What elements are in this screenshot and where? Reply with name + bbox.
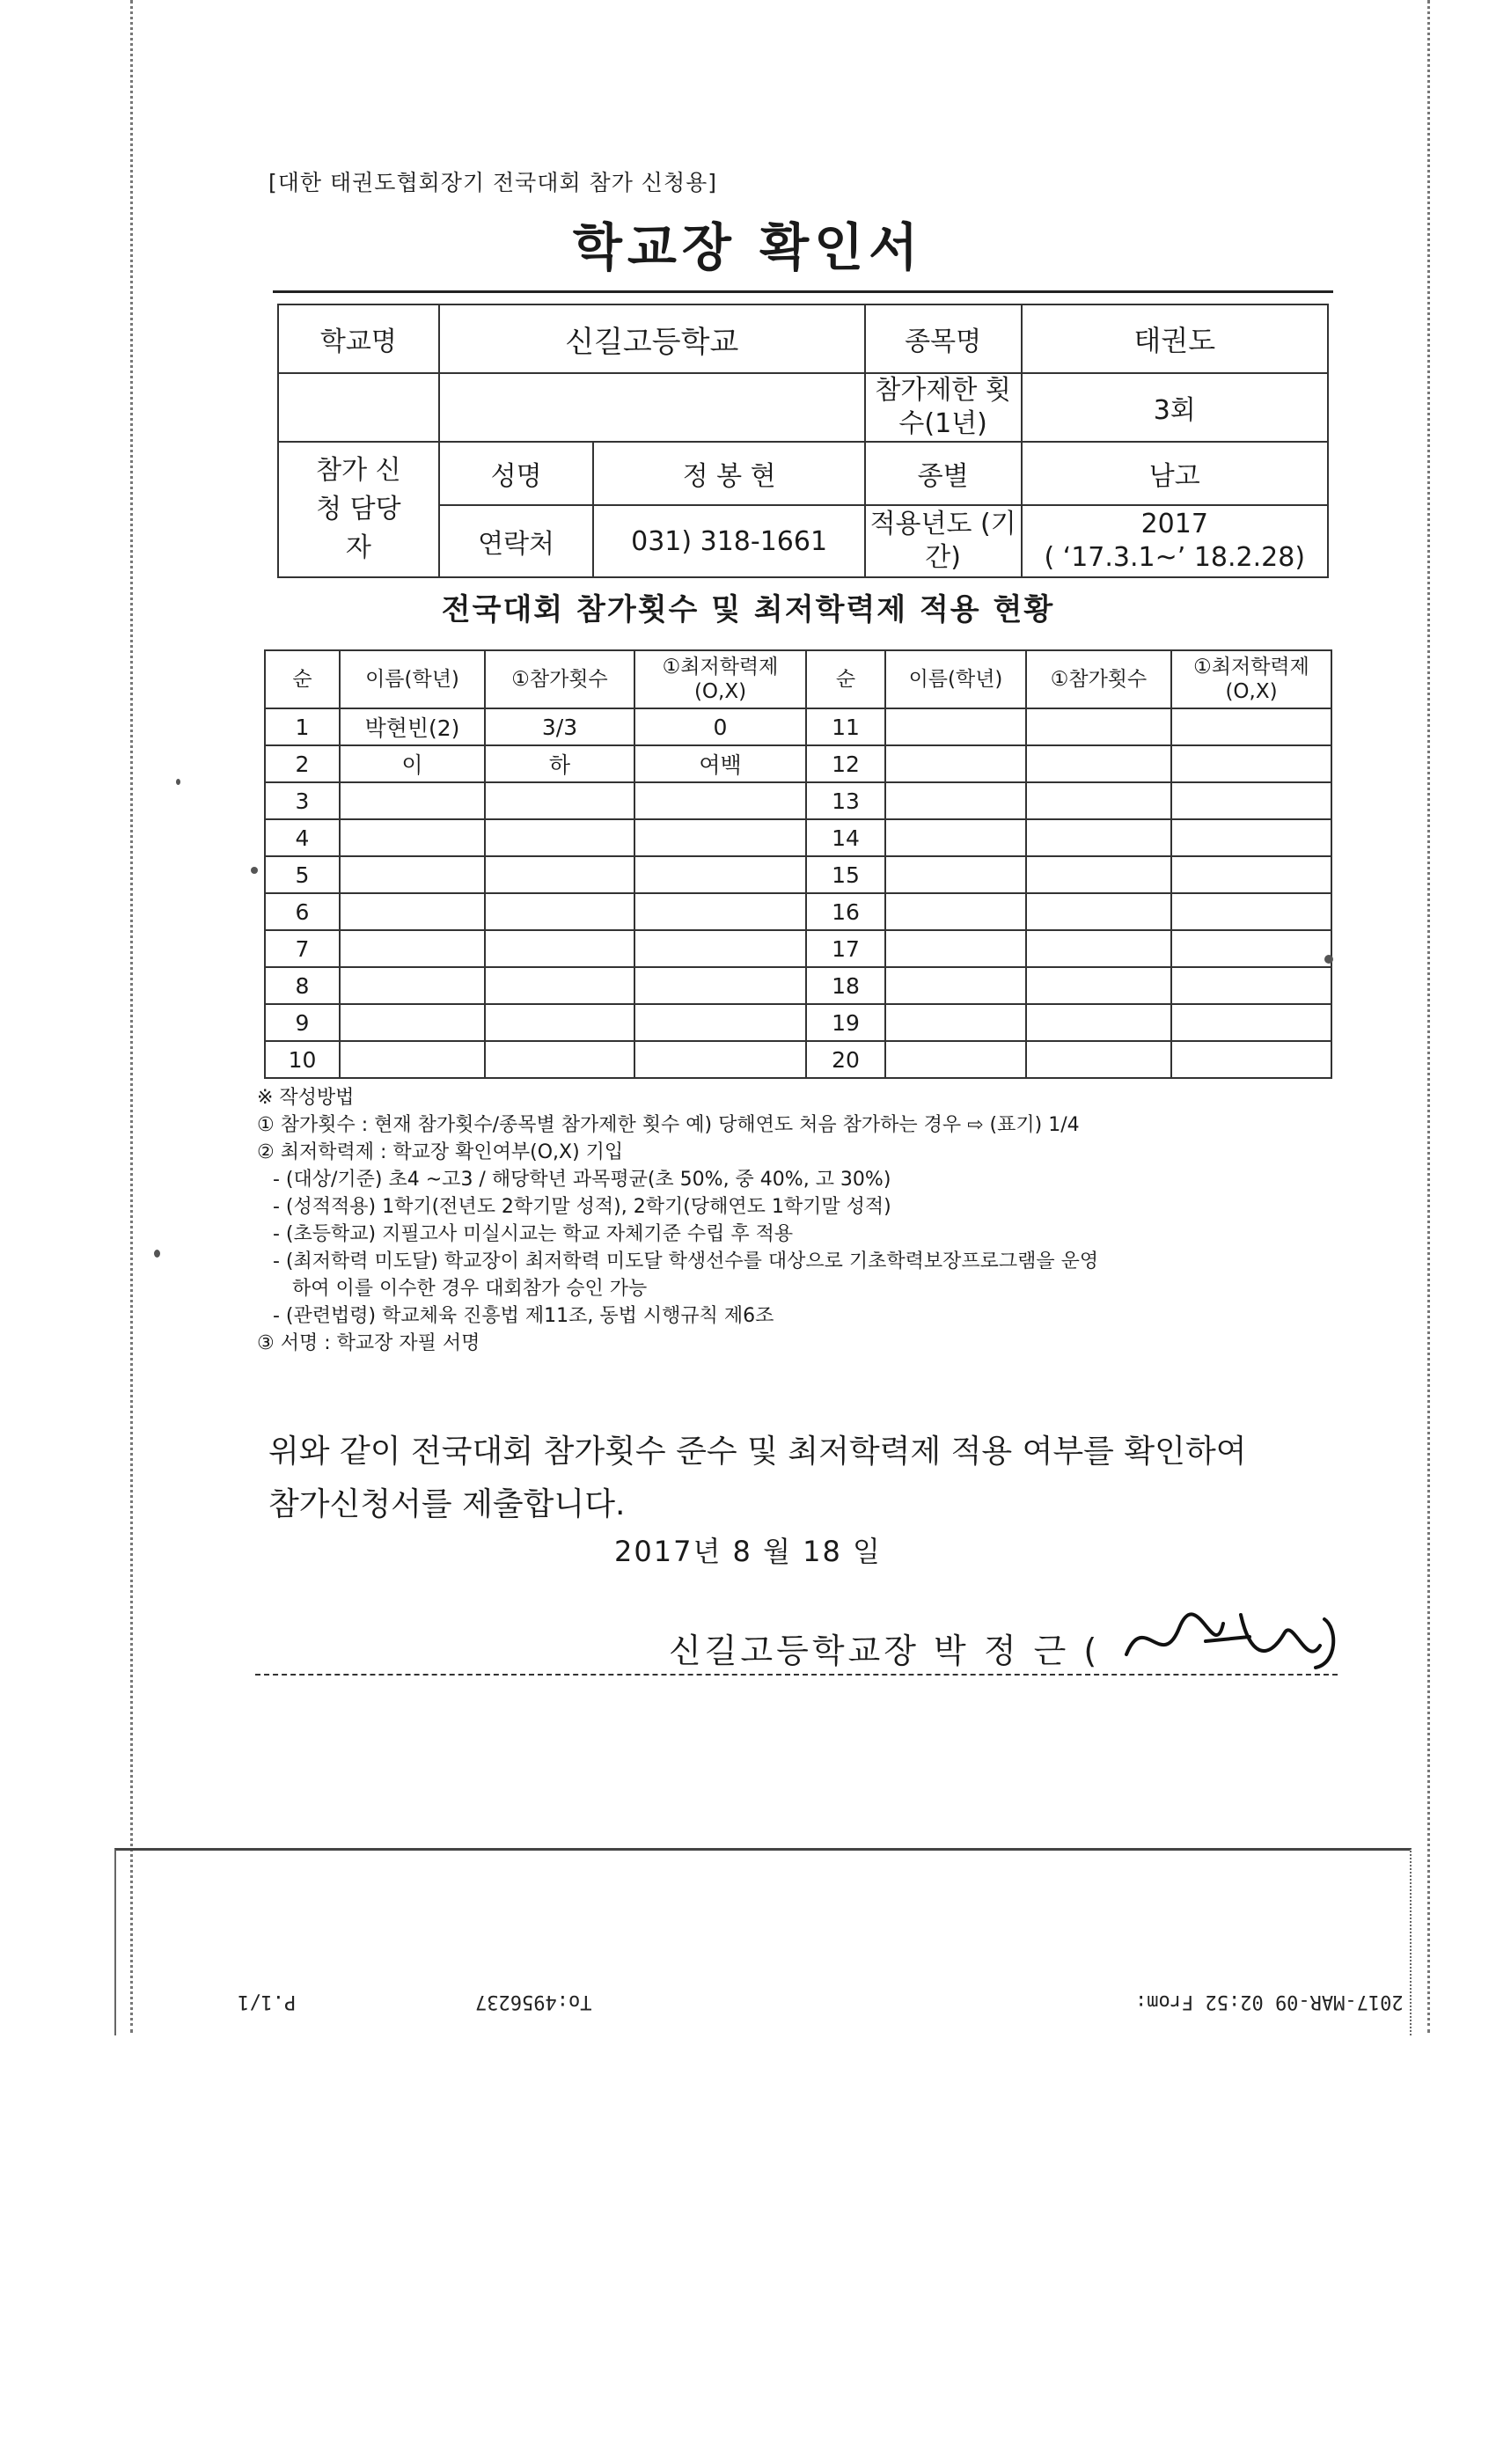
principal-signature-line — [669, 1624, 1100, 1672]
status-cell — [340, 856, 485, 893]
status-header-row — [265, 650, 1331, 708]
status-header-cell: ①최저학력제 (O,X) — [1171, 650, 1331, 708]
status-cell — [1026, 782, 1171, 819]
school-label-cont — [278, 373, 439, 442]
status-row — [265, 1041, 1331, 1078]
status-cell — [885, 819, 1026, 856]
fax-page-number: P.1/1 — [238, 1991, 297, 2013]
confirmation-statement — [268, 1426, 1342, 1531]
status-cell: 15 — [806, 856, 885, 893]
status-cell: 18 — [806, 967, 885, 1004]
status-cell: 14 — [806, 819, 885, 856]
principal-name: 신길고등학교장 박 정 근 ( — [669, 1632, 1101, 1670]
status-cell — [1171, 930, 1331, 967]
fax-to-number: To:4956237 — [475, 1991, 592, 2013]
scan-speck — [251, 867, 258, 874]
status-header-cell: ①참가횟수 — [1026, 650, 1171, 708]
form-subtitle: [대한 태권도협회장기 전국대회 참가 신청용] — [268, 170, 717, 195]
instructions-heading: ※ 작성방법 — [257, 1087, 355, 1109]
handwritten-signature — [1118, 1602, 1346, 1681]
status-cell — [634, 967, 806, 1004]
participation-status-table — [264, 649, 1332, 1079]
status-row — [265, 967, 1331, 1004]
status-header-cell: ①참가횟수 — [485, 650, 634, 708]
instruction-line: - (관련법령) 학교체육 진흥법 제11조, 동법 시행규칙 제6조 — [273, 1305, 774, 1327]
school-label: 학교명 — [278, 304, 439, 373]
instruction-line: ③ 서명 : 학교장 자필 서명 — [257, 1332, 480, 1354]
status-cell — [1026, 1004, 1171, 1041]
status-cell — [1171, 856, 1331, 893]
status-cell — [340, 1004, 485, 1041]
status-cell: 4 — [265, 819, 340, 856]
signature-baseline — [255, 1674, 1338, 1676]
status-cell — [340, 782, 485, 819]
status-row — [265, 1004, 1331, 1041]
status-row — [265, 782, 1331, 819]
status-cell — [340, 930, 485, 967]
status-cell — [885, 967, 1026, 1004]
status-cell: 11 — [806, 708, 885, 745]
status-cell — [634, 893, 806, 930]
status-cell — [885, 893, 1026, 930]
instruction-line: - (초등학교) 지필고사 미실시교는 학교 자체기준 수립 후 적용 — [273, 1223, 794, 1245]
status-cell: 12 — [806, 745, 885, 782]
scan-speck — [1324, 955, 1333, 964]
status-cell: 여백 — [634, 745, 806, 782]
status-cell — [1026, 930, 1171, 967]
status-cell — [485, 1004, 634, 1041]
status-cell — [885, 1041, 1026, 1078]
school-info-table — [277, 304, 1329, 578]
event-value: 태권도 — [1022, 304, 1328, 373]
status-cell: 이 — [340, 745, 485, 782]
instruction-line: 하여 이를 이수한 경우 대회참가 승인 가능 — [292, 1278, 648, 1300]
status-cell — [485, 930, 634, 967]
left-fax-edge — [130, 0, 133, 2033]
status-cell: 6 — [265, 893, 340, 930]
status-section-title: 전국대회 참가횟수 및 최저학력제 적용 현황 — [441, 592, 1055, 627]
status-cell — [634, 1004, 806, 1041]
status-cell: 19 — [806, 1004, 885, 1041]
status-cell — [485, 856, 634, 893]
status-cell: 2 — [265, 745, 340, 782]
status-cell — [1026, 1041, 1171, 1078]
status-cell: 17 — [806, 930, 885, 967]
status-cell — [1171, 819, 1331, 856]
status-cell: 3 — [265, 782, 340, 819]
status-cell: 16 — [806, 893, 885, 930]
status-row — [265, 930, 1331, 967]
status-cell — [1171, 893, 1331, 930]
category-value: 남고 — [1022, 442, 1328, 505]
status-header-cell: 순 — [265, 650, 340, 708]
status-header-cell: 이름(학년) — [340, 650, 485, 708]
status-cell — [885, 745, 1026, 782]
contact-value: 031) 318-1661 — [593, 505, 864, 577]
status-cell — [1171, 745, 1331, 782]
scan-speck — [154, 1250, 160, 1258]
status-cell: 0 — [634, 708, 806, 745]
status-cell — [340, 1041, 485, 1078]
instruction-line: - (최저학력 미도달) 학교장이 최저학력 미도달 학생선수를 대상으로 기초학력보장프로그램을 운영 — [273, 1250, 1099, 1272]
status-cell: 20 — [806, 1041, 885, 1078]
status-cell — [634, 819, 806, 856]
status-cell — [885, 1004, 1026, 1041]
right-fax-edge — [1427, 0, 1430, 2033]
school-name-cont — [439, 373, 865, 442]
status-cell — [340, 967, 485, 1004]
instructions-block — [257, 1084, 1339, 1357]
status-cell — [1026, 893, 1171, 930]
status-cell — [485, 782, 634, 819]
status-cell — [634, 782, 806, 819]
status-cell — [634, 930, 806, 967]
status-cell — [1026, 708, 1171, 745]
status-row — [265, 856, 1331, 893]
document-date: 2017년 8 월 18 일 — [614, 1535, 882, 1568]
status-cell — [885, 782, 1026, 819]
period-value: ( ‘17.3.1~’ 18.2.28) — [1044, 542, 1306, 573]
status-cell — [885, 856, 1026, 893]
contact-label: 연락처 — [439, 505, 594, 577]
status-cell: 7 — [265, 930, 340, 967]
school-name: 신길고등학교 — [439, 304, 865, 373]
status-row — [265, 708, 1331, 745]
limit-value: 3회 — [1022, 373, 1328, 442]
status-cell — [1171, 708, 1331, 745]
status-cell: 9 — [265, 1004, 340, 1041]
status-cell — [1171, 1041, 1331, 1078]
status-cell: 10 — [265, 1041, 340, 1078]
status-cell — [1171, 1004, 1331, 1041]
confirmation-line-2: 참가신청서를 제출합니다. — [268, 1486, 626, 1522]
status-row — [265, 893, 1331, 930]
status-cell — [340, 819, 485, 856]
name-value: 정 봉 현 — [593, 442, 864, 505]
instruction-line: ② 최저학력제 : 학교장 확인여부(O,X) 기입 — [257, 1141, 624, 1163]
title-rule — [273, 290, 1333, 293]
status-header-cell: 순 — [806, 650, 885, 708]
year-cell — [1022, 505, 1328, 577]
instruction-line: - (성적적용) 1학기(전년도 2학기말 성적), 2학기(당해연도 1학기말 성적) — [273, 1196, 891, 1218]
status-cell: 5 — [265, 856, 340, 893]
status-cell: 하 — [485, 745, 634, 782]
year-label: 적용년도 (기간) — [865, 505, 1022, 577]
confirmation-line-1: 위와 같이 전국대회 참가횟수 준수 및 최저학력제 적용 여부를 확인하여 — [268, 1434, 1247, 1470]
status-row — [265, 819, 1331, 856]
status-cell — [634, 1041, 806, 1078]
status-cell: 13 — [806, 782, 885, 819]
status-cell — [485, 819, 634, 856]
limit-label: 참가제한 횟수(1년) — [865, 373, 1022, 442]
year-value: 2017 — [1140, 509, 1208, 539]
status-cell — [634, 856, 806, 893]
status-cell — [1026, 856, 1171, 893]
status-cell: 1 — [265, 708, 340, 745]
status-cell — [485, 967, 634, 1004]
fax-timestamp: 2017-MAR-09 02:52 From: — [1135, 1991, 1404, 2013]
instruction-line: ① 참가횟수 : 현재 참가횟수/종목별 참가제한 횟수 예) 당해연도 처음 참가하는 경우 ⇨ (표기) 1/4 — [257, 1114, 1080, 1136]
status-cell — [485, 1041, 634, 1078]
status-row — [265, 745, 1331, 782]
status-header-cell: 이름(학년) — [885, 650, 1026, 708]
status-cell — [1171, 967, 1331, 1004]
status-cell — [1026, 967, 1171, 1004]
status-cell — [1026, 819, 1171, 856]
status-cell — [885, 930, 1026, 967]
category-label: 종별 — [865, 442, 1022, 505]
status-cell — [1171, 782, 1331, 819]
document-title: 학교장 확인서 — [572, 217, 924, 277]
status-header-cell: ①최저학력제 (O,X) — [634, 650, 806, 708]
scan-speck — [176, 779, 180, 785]
status-cell: 박현빈(2) — [340, 708, 485, 745]
name-label: 성명 — [439, 442, 594, 505]
status-cell — [885, 708, 1026, 745]
event-label: 종목명 — [865, 304, 1022, 373]
status-cell — [340, 893, 485, 930]
status-cell: 3/3 — [485, 708, 634, 745]
status-cell — [1026, 745, 1171, 782]
status-cell: 8 — [265, 967, 340, 1004]
status-cell — [485, 893, 634, 930]
applicant-label: 참가 신청 담당자 — [278, 442, 439, 577]
instruction-line: - (대상/기준) 초4 ~고3 / 해당학년 과목평균(초 50%, 중 40%, 고 30%) — [273, 1169, 891, 1191]
